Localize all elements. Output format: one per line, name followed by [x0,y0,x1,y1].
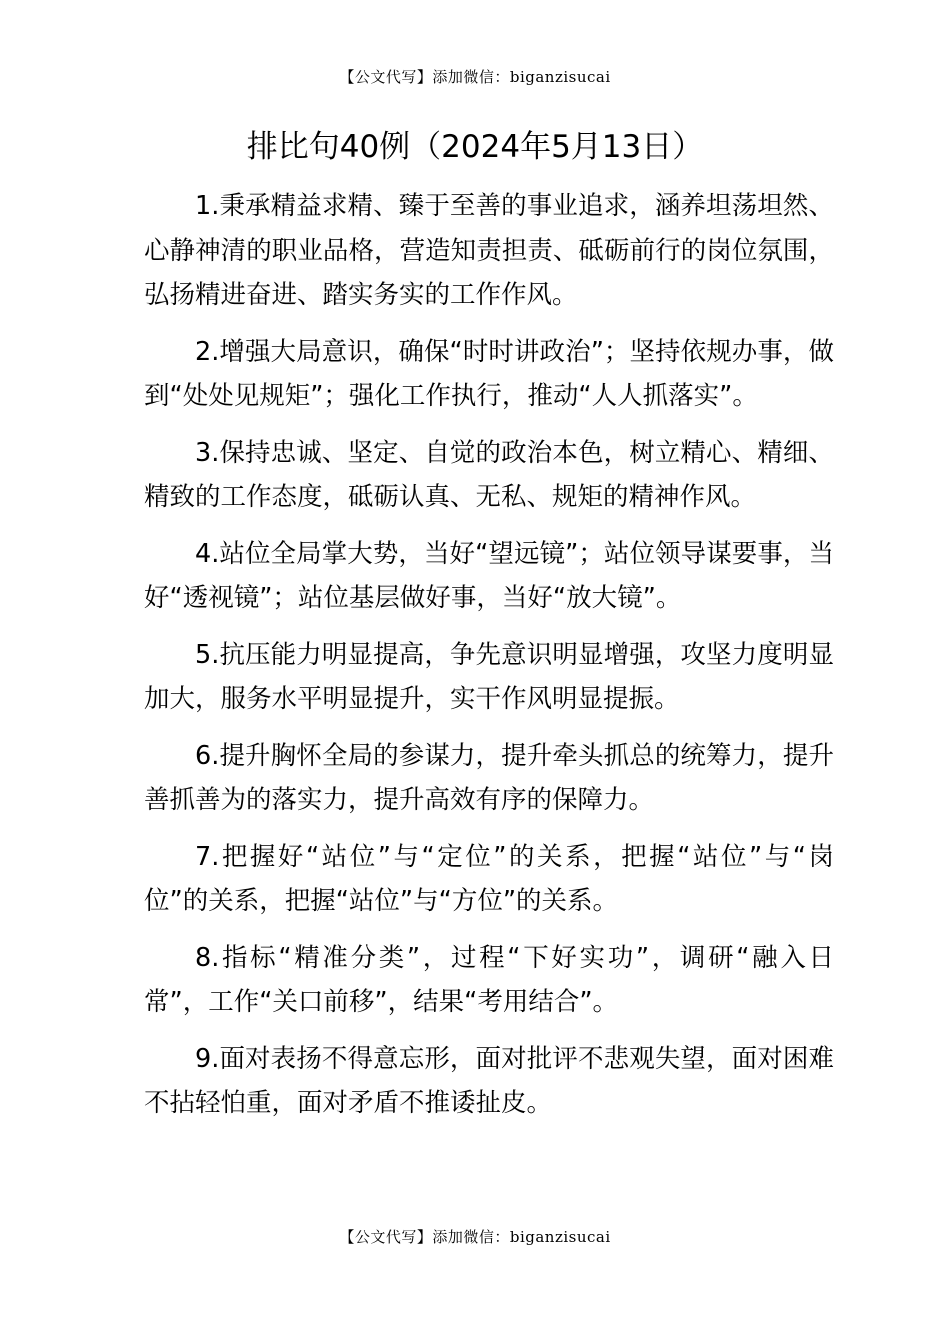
paragraph-8: 8.指标“精准分类”，过程“下好实功”，调研“融入日常”，工作“关口前移”，结果“考用结合”。 [144,942,834,1017]
paragraph-5: 5.抗压能力明显提高，争先意识明显增强，攻坚力度明显加大，服务水平明显提升，实干作风明显提振。 [144,639,834,714]
paragraph-7: 7.把握好“站位”与“定位”的关系，把握“站位”与“岗位”的关系，把握“站位”与“方位”的关系。 [144,841,834,916]
document-body [144,184,834,1138]
paragraph-9: 9.面对表扬不得意忘形，面对批评不悲观失望，面对困难不拈轻怕重，面对矛盾不推诿扯皮。 [144,1043,834,1118]
paragraph-2: 2.增强大局意识，确保“时时讲政治”；坚持依规办事，做到“处处见规矩”；强化工作执行，推动“人人抓落实”。 [144,336,834,411]
document-title: 排比句40例（2024年5月13日） [246,129,704,165]
paragraph-6: 6.提升胸怀全局的参谋力，提升牵头抓总的统筹力，提升善抓善为的落实力，提升高效有序的保障力。 [144,740,834,815]
footer-note: 【公文代写】添加微信：biganzisucai [339,1228,611,1246]
paragraph-1: 1.秉承精益求精、臻于至善的事业追求，涵养坦荡坦然、心静神清的职业品格，营造知责担责、砥砺前行的岗位氛围，弘扬精进奋进、踏实务实的工作作风。 [144,191,834,310]
paragraph-3: 3.保持忠诚、坚定、自觉的政治本色，树立精心、精细、精致的工作态度，砥砺认真、无私、规矩的精神作风。 [144,437,834,512]
header-note: 【公文代写】添加微信：biganzisucai [339,68,611,86]
paragraph-4: 4.站位全局掌大势，当好“望远镜”；站位领导谋要事，当好“透视镜”；站位基层做好事，当好“放大镜”。 [144,538,834,613]
